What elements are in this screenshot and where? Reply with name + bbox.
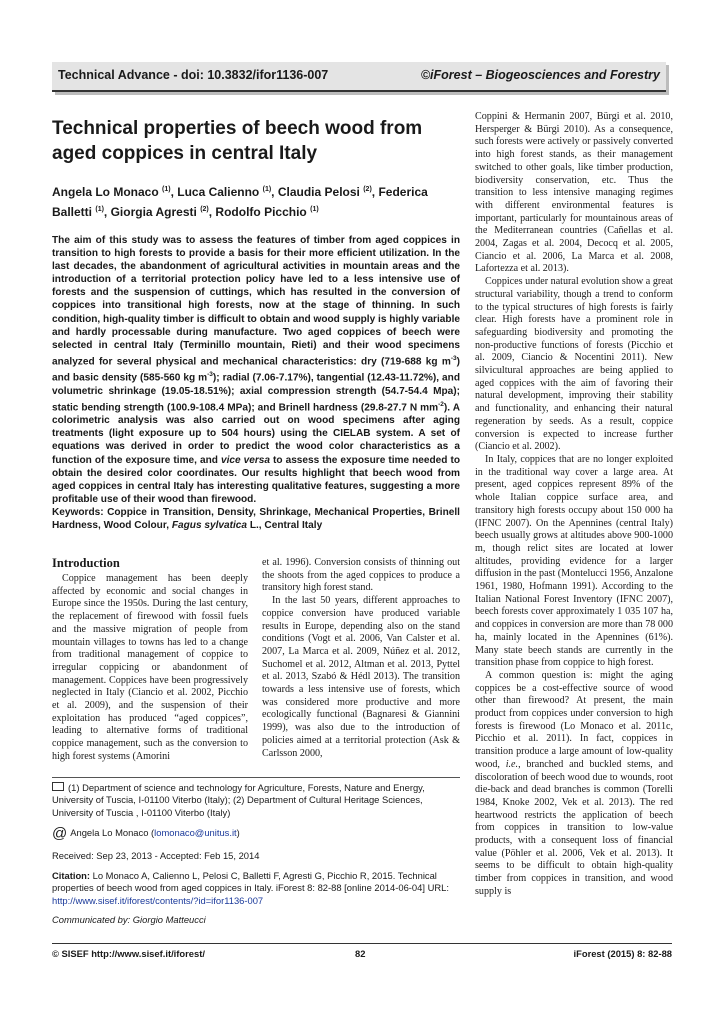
- author-affiliation-mark: (1): [162, 186, 171, 193]
- author-affiliation-mark: (2): [363, 186, 372, 193]
- corresponding-author: [52, 826, 460, 841]
- affiliation-text: (1) Department of science and technology for Agriculture, Forests, Nature and Energy, University of Tuscia, I-01100 Viterbo (Italy); (2) Department of Cultural Heritage Sciences, University of Tuscia , I-01100 Viterbo (Italy): [52, 782, 425, 818]
- footer-citation: iForest (2015) 8: 82-88: [573, 948, 672, 959]
- body-paragraph: [475, 670, 673, 899]
- author-list: [52, 181, 452, 221]
- affiliations: [52, 782, 460, 819]
- citation-url-link[interactable]: http://www.sisef.it/iforest/contents/?id=ifor1136-007: [52, 894, 264, 906]
- author-separator: ,: [170, 185, 178, 199]
- author-affiliation-mark: (1): [95, 206, 104, 213]
- journal-header-bar: [52, 62, 666, 92]
- page-number: 82: [355, 948, 366, 959]
- abstract-sup-1: -3: [450, 354, 457, 362]
- footnote-divider: [52, 777, 460, 778]
- abstract-text-4: ). A colorimetric analysis was also carried out on wood specimens after aging treatments (light exposure up to 504 hours) using the CIELAB system. A set of equations was derived in order to predict the wood color characteristics as a function of the exposure time, and: [52, 402, 460, 466]
- abstract: [52, 234, 460, 506]
- header-doi: Technical Advance - doi: 10.3832/ifor1136-007: [58, 68, 329, 82]
- abstract-sup-3: -2: [438, 400, 444, 408]
- abstract-text-3: ); radial (7.06-7.17%), tangential (12.43-11.72%), and volumetric shrinkage (19.05-18.51%); axial compression strength (54.7-54.4 Mpa); static bending strength (100.9-108.4 MPa); and Brinell hardness (29.8-27.7 N mm: [52, 372, 460, 414]
- envelope-icon: [52, 782, 64, 791]
- body-paragraph: et al. 1996). Conversion consists of thinning out the shoots from the aged coppices to produce a transitory high forest stand.: [262, 557, 460, 594]
- keywords-text-1: Coppice in Transition, Density, Shrinkage, Mechanical Properties, Brinell Hardness, Wood Colour,: [52, 507, 460, 532]
- author-affiliation-mark: (1): [310, 206, 319, 213]
- author-name: Claudia Pelosi: [277, 185, 360, 199]
- citation-text: Lo Monaco A, Calienno L, Pelosi C, Balletti F, Agresti G, Picchio R, 2015. Technical properties of beech wood from aged coppices in Italy. iForest 8: 82-88 [online 2014-06-04] URL:: [52, 870, 449, 894]
- author-name: Giorgia Agresti: [110, 205, 197, 219]
- body-text: A common question is: might the aging coppices be a cost-effective source of wood other than firewood? At present, the main product from coppices under conversion to high forests is firewood (Lo Monaco et al. 2011c, Picchio et al. 2011). In fact, coppices in transition produce a large amount of low-quality wood,: [475, 669, 673, 770]
- corresp-email-link[interactable]: lomonaco@unitus.it: [154, 827, 237, 838]
- corresp-name: Angela Lo Monaco (: [70, 827, 155, 838]
- author-separator: ,: [371, 185, 379, 199]
- body-text: , branched and buckled stems, and discoloration of beech wood due to wounds, root die-back and dead branches is common (Torelli 1984, Knoke 2002, Vek et al. 2013). The red heartwood restricts the application of beech from coppices in transition to low-value products, with a consequent loss of financial value (Pöhler et al. 2006, Vek et al. 2013). It seems to be difficult to obtain high-quality timber from coppices in transition, and wood supply is: [475, 758, 673, 897]
- body-italic: i.e.: [505, 758, 519, 770]
- received-accepted-dates: Received: Sep 23, 2013 - Accepted: Feb 15, 2014: [52, 850, 260, 861]
- author-name: Luca Calienno: [177, 185, 260, 199]
- footer-divider: [52, 943, 672, 944]
- header-journal-name: ©iForest – Biogeosciences and Forestry: [420, 68, 660, 82]
- body-paragraph: In the last 50 years, different approaches to coppice conversion have produced variable results in Europe, depending also on the stand conditions (Vogt et al. 2006, Van Calster et al. 2007, La Marca et al. 2009, Núñez et al. 2012, Suchomel et al. 2012, Altman et al. 2013, Pyttel et al. 2013, Szabó & Hédl 2013). The transition towards a less intensive use of forests, which was considered more productive and more ecologically functional (Bagnaresi & Giannini 1999), was also due to the introduction of policies aimed at a territorial protection (Ask & Carlsson 2000,: [262, 595, 460, 759]
- abstract-text-2: ) and basic density (585-560 kg m: [52, 356, 460, 384]
- body-column-1: [52, 573, 248, 764]
- paper-title: Technical properties of beech wood from aged coppices in central Italy: [52, 118, 423, 164]
- body-paragraph: In Italy, coppices that are no longer exploited in the traditional way cover a large area. At present, aged coppices represent 89% of the whole Italian coppice surface area, and transitory high forests occupy about 150 000 ha (IFNC 2007). On the Apennines (central Italy) beech usually grows at altitudes above 900-1000 m, though relict sites are located at lower altitudes, providing evidence for a larger diffusion in the past (Montelucci 1956, Anzalone 1961, 1980, Hofmann 1991). According to the Italian National Forest Inventory (IFNC 2007), beech forests cover approximately 1 035 107 ha, and coppices in conversion are more than 78 000 ha, mainly located in the Apennines (61%). Many state beech stands are currently in the transition phase from coppice to high forest.: [475, 453, 674, 669]
- footer-publisher: © SISEF http://www.sisef.it/iforest/: [52, 948, 205, 959]
- abstract-sup-2: -3: [207, 371, 213, 379]
- section-heading-introduction: Introduction: [52, 556, 120, 570]
- communicated-by: Communicated by: Giorgio Matteucci: [52, 914, 206, 925]
- corresp-close: ): [236, 827, 240, 838]
- author-name: Rodolfo Picchio: [215, 205, 307, 219]
- keywords: [52, 506, 460, 532]
- author-separator: ,: [103, 205, 111, 219]
- author-separator: ,: [208, 205, 216, 219]
- abstract-italic: vice versa: [220, 454, 271, 466]
- body-column-2: [262, 557, 460, 760]
- author-affiliation-mark: (1): [262, 186, 272, 193]
- at-sign-icon: @: [52, 825, 68, 842]
- body-paragraph: Coppices under natural evolution show a great structural variability, though a trend to conform to the typical structures of high forests is fairly clear. High forests have a prominent role in safeguarding biodiversity and promoting the non-productive functions of forests (Picchio et al. 2009, Ciancio & Nocentini 2011). New silvicultural approaches are being applied to aged coppices with the aim of favoring their natural development, improving their stability and functionality, and enhancing their natural regeneration by seeds. As a result, coppice conversion is expected to increase further (Ciancio et al. 2002).: [475, 276, 673, 453]
- body-paragraph: Coppini & Hermanin 2007, Bürgi et al. 2010, Hersperger & Bürgi 2010). As a consequence, such forests were actively or passively converted into high forest stands, as their management switched to other goals, like timber production, biodiversity conservation, etc. Thus the transition to less intensive managing regimes with different environmental features is important, particularly for mountainous areas of the Mediterranean countries (Cañellas et al. 2004, Zagas et al. 2004, Decocq et al. 2005, Ciancio et al. 2006, La Marca et al. 2008, Lafortezza et al. 2013).: [475, 111, 673, 275]
- abstract-text-5: to assess the exposure time needed to obtain the desired color coordinates. Our results highlight that beech wood from aged coppices in central Italy has interesting qualitative features, suggesting a more profitable use of their wood than firewood.: [52, 454, 460, 505]
- author-name: Angela Lo Monaco: [52, 185, 159, 199]
- keywords-label: Keywords:: [52, 507, 104, 518]
- author-name: Federica Balletti: [52, 185, 428, 219]
- body-paragraph: Coppice management has been deeply affected by economic and social changes in Europe since the 1950s. During the last century, the replacement of firewood with fossil fuels and the massive migration of people from mountain villages to towns has led to a change from traditional management of coppice to irregular coppicing or abandonment of management. Coppices have been progressively neglected in Italy (Ciancio et al. 2002, Picchio et al. 2009), and the suspension of their exploitation has produced “aged coppices”, leading to alternative forms of traditional coppice management, such as the conversion to high forest systems (Amorini: [52, 573, 248, 762]
- citation-label: Citation:: [52, 870, 91, 881]
- author-affiliation-mark: (2): [200, 206, 209, 213]
- abstract-text-1: The aim of this study was to assess the features of timber from aged coppices in transition to high forests to provide a basis for their more efficient utilization. In the last decades, the abandonment of agricultural activities in mountain areas and the introduction of a territorial protection policy have led to a less intensive use of forests and the suspension of cuttings, which has resulted in the conversion of coppices into transitional high forests, now at the stage of thinning. In such condition, high-quality timber is difficult to obtain and wood supply is highly variable and hardly processable during manufacture. Two aged coppices of beech were selected in central Italy (Terminillo mountain, Rieti) and their wood specimens analyzed for several physical and mechanical characteristics: dry (719-688 kg m: [52, 235, 460, 368]
- body-column-3: [475, 111, 673, 899]
- keywords-species: Fagus sylvatica: [171, 520, 248, 532]
- citation: [52, 870, 460, 907]
- author-separator: ,: [271, 185, 278, 199]
- keywords-text-2: L., Central Italy: [247, 520, 323, 532]
